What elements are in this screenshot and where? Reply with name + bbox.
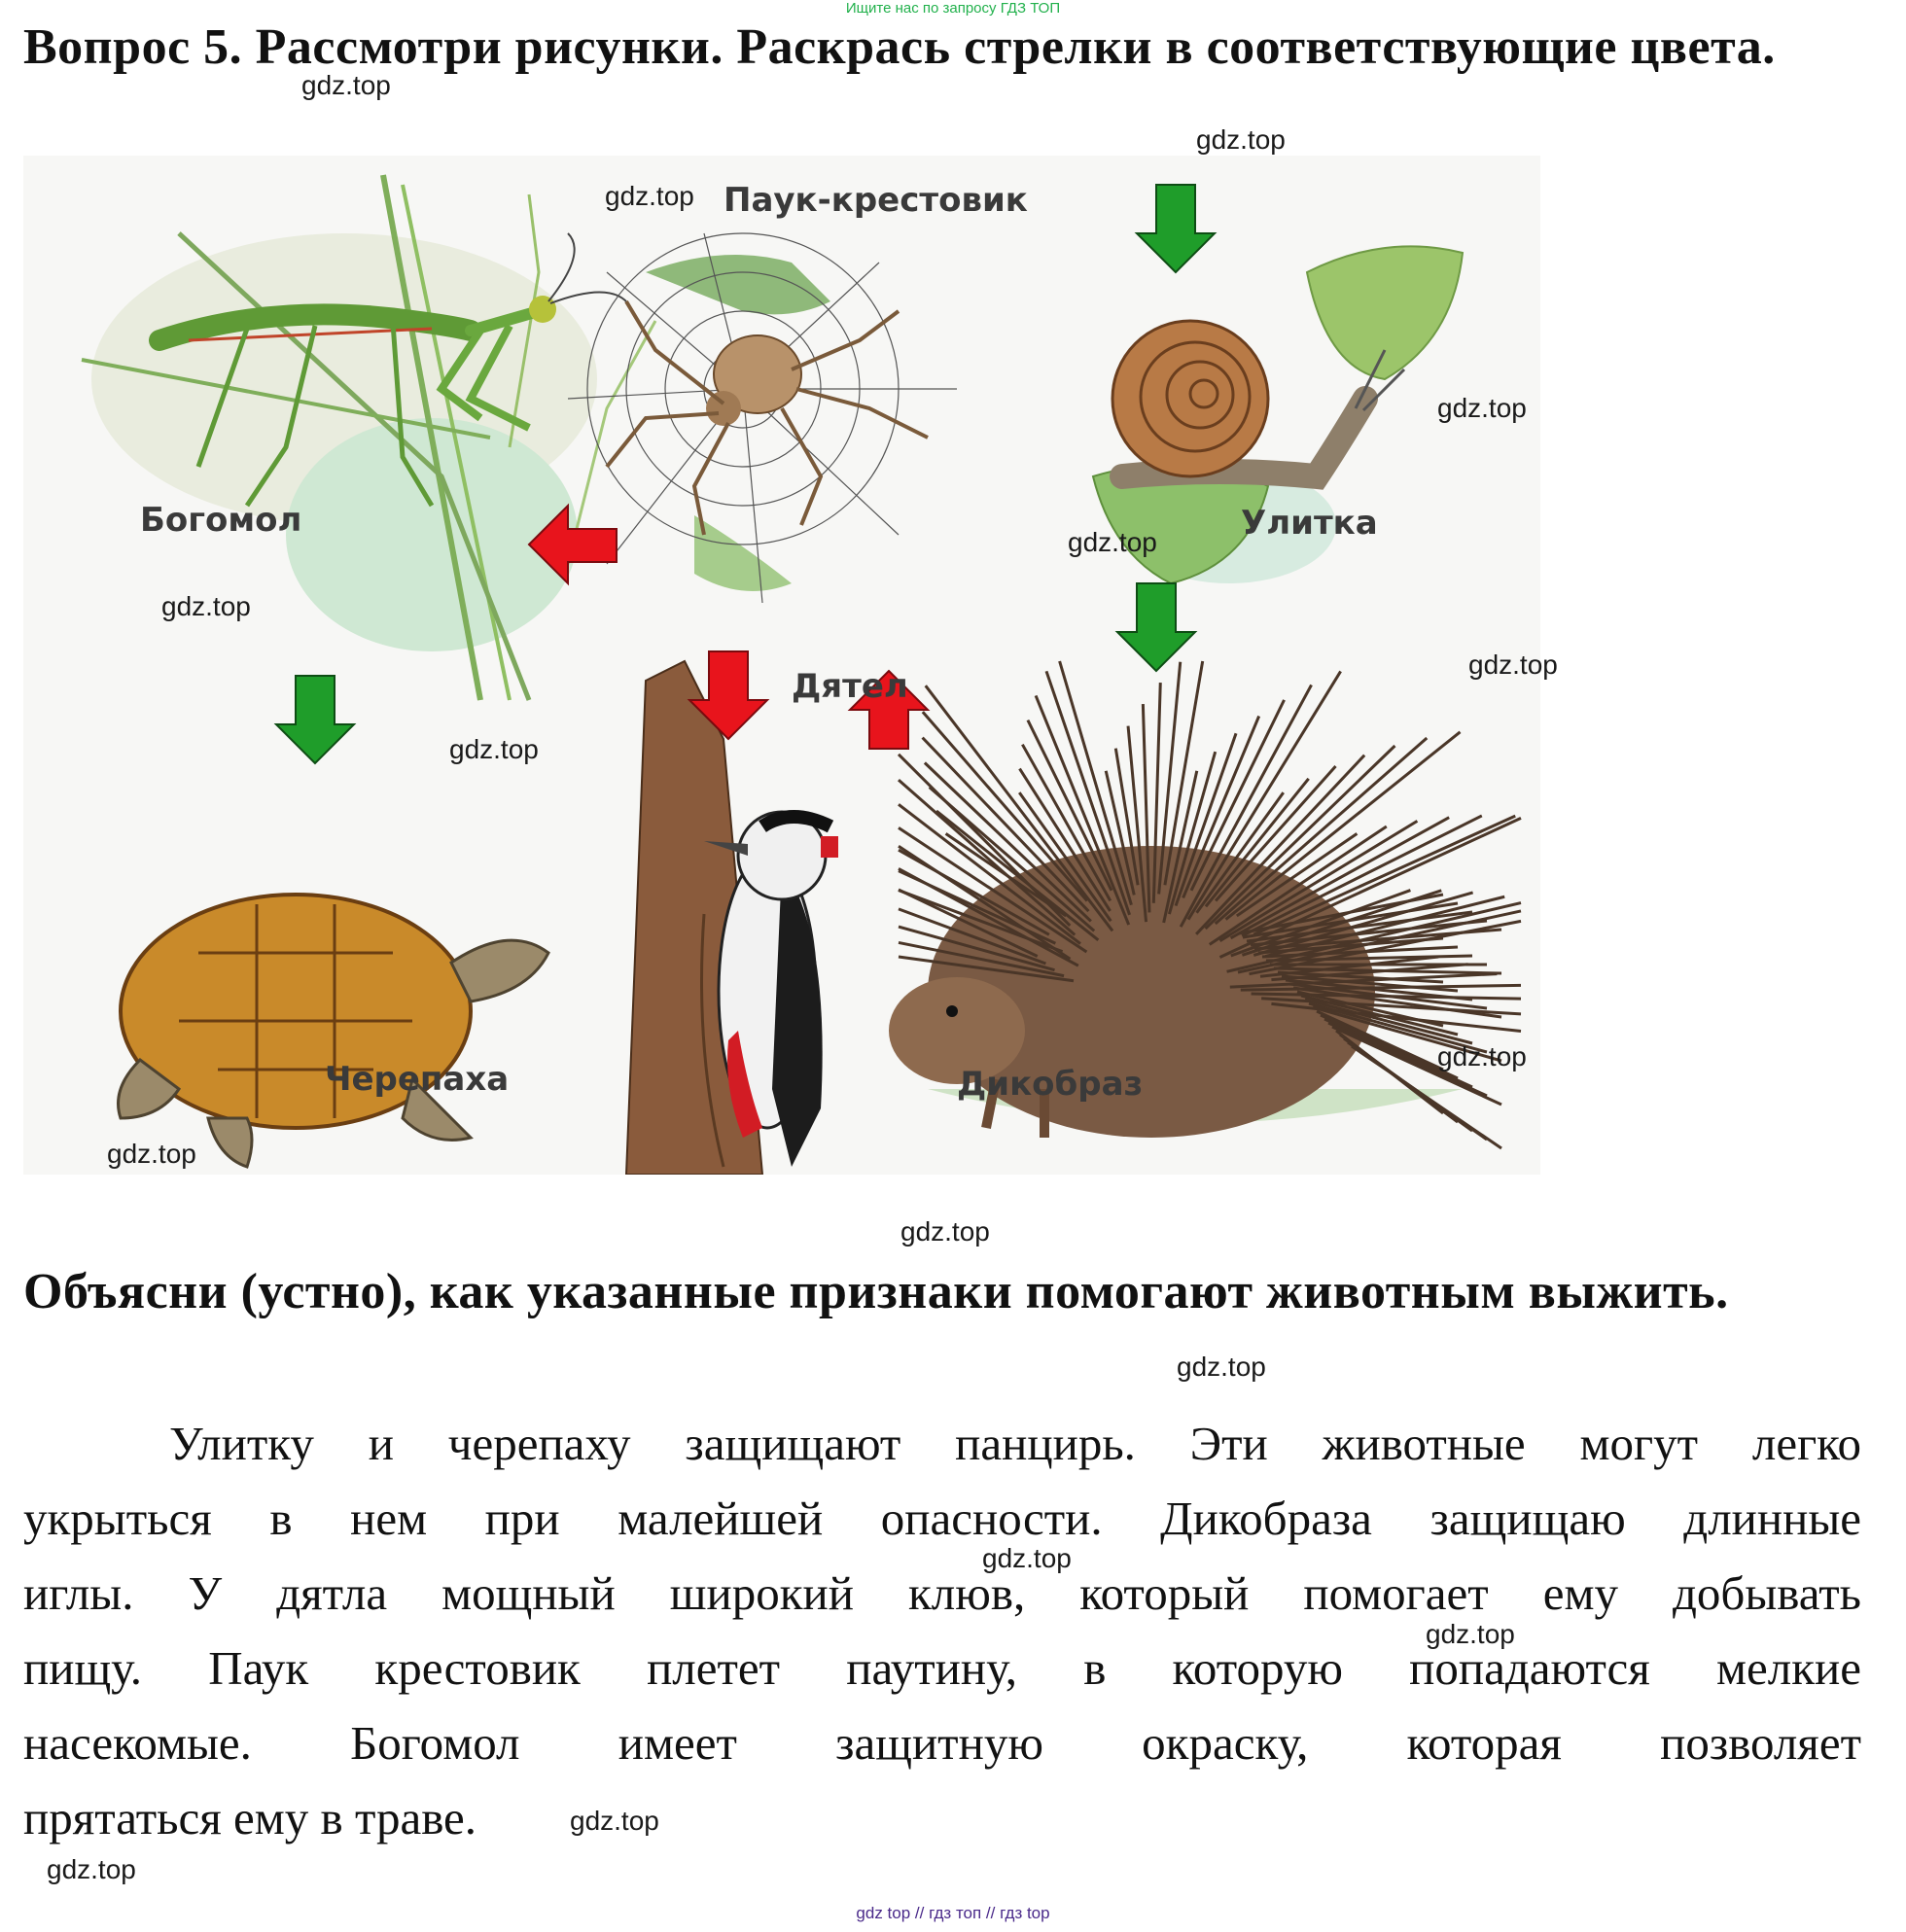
label-snail: Улитка [1241, 504, 1378, 543]
watermark: gdz.top [1437, 393, 1527, 423]
watermark: gdz.top [1196, 124, 1286, 155]
watermark: gdz.top [161, 591, 251, 621]
watermark: gdz.top [301, 70, 391, 100]
watermark: gdz.top [605, 181, 694, 211]
green-arrow-turtle [276, 676, 354, 763]
label-mantis: Богомол [140, 501, 302, 540]
footer-watermark: gdz top // гдз топ // гдз top [856, 1904, 1050, 1922]
watermark: gdz.top [107, 1139, 196, 1169]
task-title: Объясни (устно), как указанные признаки помогают животным выжить. [23, 1264, 1729, 1319]
turtle-illustration [119, 895, 549, 1167]
watermark: gdz.top [47, 1854, 136, 1884]
answer-line-1: Улитку и черепаху защищают панцирь. Эти животные могут легко [169, 1417, 1861, 1470]
watermark: gdz.top [449, 734, 539, 764]
spider-on-web-illustration [568, 233, 957, 603]
watermark: gdz.top [900, 1216, 990, 1247]
answer-line-5: насекомые. Богомол имеет защитную окраску, которая позволяет [23, 1716, 1861, 1770]
watermark: gdz.top [1177, 1352, 1266, 1382]
answer-line-2: укрыться в нем при малейшей опасности. Дикобраза защищаю длинные [23, 1492, 1861, 1545]
question-title: Вопрос 5. Рассмотри рисунки. Раскрась стрелки в соответствующие цвета. [23, 19, 1776, 75]
answer-line-4: пищу. Паук крестовик плетет паутину, в которую попадаются мелкие [23, 1641, 1861, 1695]
watermark: gdz.top [1426, 1619, 1515, 1649]
green-arrow-porcupine [1117, 583, 1195, 671]
watermark: gdz.top [982, 1543, 1072, 1573]
label-porcupine: Дикобраз [957, 1065, 1144, 1104]
answer-line-6: прятаться ему в траве. [23, 1791, 477, 1844]
label-woodpecker: Дятел [792, 667, 908, 706]
label-turtle: Черепаха [325, 1060, 510, 1099]
figure-artwork [23, 156, 1540, 1175]
answer-line-3: иглы. У дятла мощный широкий клюв, который помогает ему добывать [23, 1566, 1861, 1620]
woodpecker-illustration [626, 661, 838, 1175]
label-spider: Паук-крестовик [724, 181, 1028, 220]
green-arrow-snail [1137, 185, 1215, 272]
watermark: gdz.top [1468, 650, 1558, 680]
watermark: gdz.top [570, 1806, 659, 1836]
animal-figure [23, 156, 1540, 1175]
top-banner: Ищите нас по запросу ГДЗ ТОП [845, 0, 1061, 17]
watermark: gdz.top [1068, 527, 1157, 557]
watermark: gdz.top [1437, 1041, 1527, 1071]
